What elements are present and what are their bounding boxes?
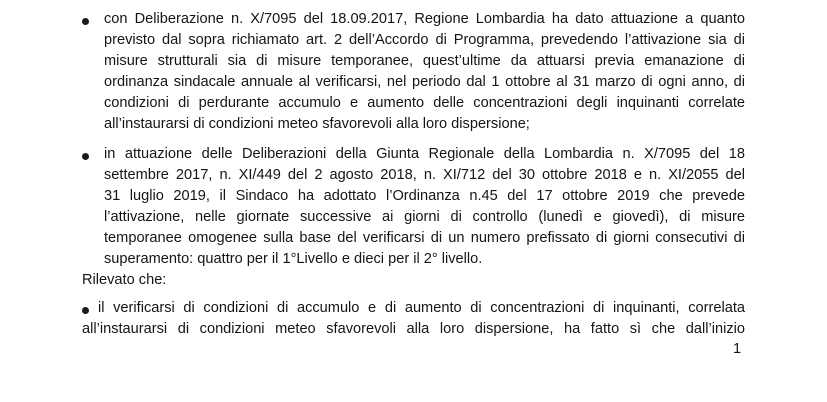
text-line: previsto dal sopra richiamato art. 2 dell’Accordo di Programma, prevedendo l’attivazione sia di: [104, 32, 745, 48]
text-line: l’attivazione, nelle giornate successive ai giorni di controllo (lunedì e giovedì), di misure: [104, 209, 745, 225]
text-line: all’instaurarsi di condizioni meteo sfavorevoli alla loro dispersione, ha fatto sì che dall’inizio: [82, 321, 745, 337]
bullet-dot: [82, 18, 89, 25]
text-line: all’instaurarsi di condizioni meteo sfavorevoli alla loro dispersione;: [104, 116, 530, 132]
text-line: condizioni di perdurante accumulo e aumento delle concentrazioni degli inquinanti correlate: [104, 95, 745, 111]
page-number: 1: [733, 341, 742, 357]
text-line: temporanee omogenee sulla base del verificarsi di un numero prefissato di giorni consecutivi di: [104, 230, 745, 246]
text-line: 31 luglio 2019, il Sindaco ha adottato l’Ordinanza n.45 del 17 ottobre 2019 che prevede: [104, 188, 745, 204]
text-line: con Deliberazione n. X/7095 del 18.09.2017, Regione Lombardia ha dato attuazione a quanto: [104, 11, 745, 27]
bullet-dot: [82, 307, 89, 314]
text-line: ordinanza sindacale annuale al verificarsi, nel periodo dal 1 ottobre al 31 marzo di ogni anno, di: [104, 74, 745, 90]
section-heading: Rilevato che:: [82, 272, 167, 288]
text-line: in attuazione delle Deliberazioni della Giunta Regionale della Lombardia n. X/7095 del 18: [104, 146, 745, 162]
text-line: superamento: quattro per il 1°Livello e dieci per il 2° livello.: [104, 251, 483, 267]
text-line: misure strutturali sia di misure temporanee, quest’ultime da attuarsi previa emanazione di: [104, 53, 745, 69]
text-line: il verificarsi di condizioni di accumulo e di aumento di concentrazioni di inquinanti, correlata: [98, 300, 745, 316]
text-line: settembre 2017, n. XI/449 del 2 agosto 2018, n. XI/712 del 30 ottobre 2018 e n. XI/2055 del: [104, 167, 745, 183]
bullet-dot: [82, 153, 89, 160]
